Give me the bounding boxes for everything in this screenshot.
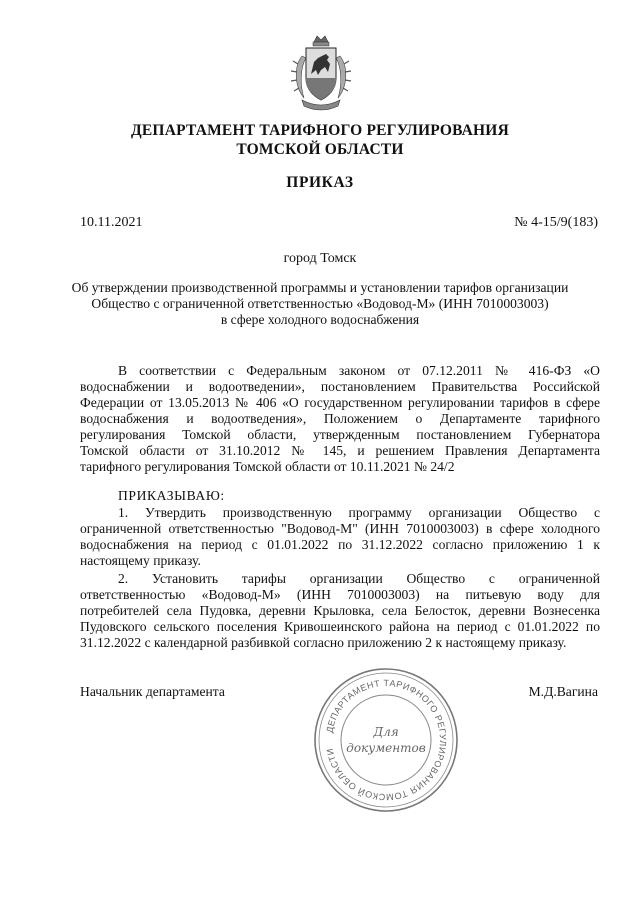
preamble-line: водоснабжении и водоотведении», постановлением Правительства Российской: [80, 379, 600, 394]
order-directive-word: ПРИКАЗЫВАЮ:: [118, 488, 225, 503]
order-city: город Томск: [283, 251, 357, 266]
preamble-line: регулирования Томской области, утвержденным постановлением Губернатора: [80, 427, 600, 442]
official-stamp: [312, 666, 460, 814]
order-date: 10.11.2021: [80, 215, 143, 230]
order-number: № 4-15/9(183): [514, 215, 598, 230]
stamp-center-line1: Для: [373, 725, 399, 739]
signer-role: Начальник департамента: [80, 684, 225, 699]
signer-name: М.Д.Вагина: [528, 684, 598, 699]
preamble-line: В соответствии с Федеральным законом от 07.12.2011 № 416-ФЗ «О: [118, 363, 600, 378]
preamble-line: Томской области от 31.10.2012 № 145, и решением Правления Департамента: [80, 443, 600, 458]
preamble-paragraph: [80, 363, 600, 475]
item-line: ограниченной ответственностью "Водовод-М" (ИНН 7010003003) в сфере холодного: [80, 521, 600, 536]
coat-of-arms-icon: [288, 34, 354, 114]
item-line: настоящему приказу.: [80, 553, 201, 568]
order-title: ПРИКАЗ: [286, 174, 354, 191]
item-line: водоснабжения на период с 01.01.2022 по 31.12.2022 согласно приложению 1 к: [80, 537, 600, 552]
department-name-line1: ДЕПАРТАМЕНТ ТАРИФНОГО РЕГУЛИРОВАНИЯ: [131, 122, 509, 139]
item-line: 1. Утвердить производственную программу организации Общество с: [118, 505, 600, 520]
item-line: ответственностью «Водовод-М» (ИНН 7010003003) на питьевую воду для: [80, 587, 600, 602]
item-line: 31.12.2022 с календарной разбивкой согласно приложению 2 к настоящему приказу.: [80, 635, 567, 650]
stamp-center-line2: документов: [346, 741, 426, 755]
department-name-line2: ТОМСКОЙ ОБЛАСТИ: [236, 141, 404, 158]
stamp-ring-text: ДЕПАРТАМЕНТ ТАРИФНОГО РЕГУЛИРОВАНИЯ ТОМСКОЙ ОБЛАСТИ: [324, 677, 449, 803]
order-item-2: [80, 571, 600, 651]
preamble-line: Федерации от 13.05.2013 № 406 «О государственном регулировании тарифов в сфере: [80, 395, 600, 410]
preamble-line: тарифного регулирования Томской области от 10.11.2021 № 24/2: [80, 459, 455, 474]
subject-line: Общество с ограниченной ответственностью «Водовод-М» (ИНН 7010003003): [91, 296, 549, 311]
preamble-line: водоснабжения и водоотведения», Положением о Департаменте тарифного: [80, 411, 600, 426]
item-line: потребителей села Пудовка, деревни Крыловка, села Белосток, деревни Вознесенка: [80, 603, 600, 618]
subject-line: Об утверждении производственной программы и установлении тарифов организации: [71, 280, 569, 295]
subject-line: в сфере холодного водоснабжения: [220, 312, 420, 327]
order-subject: [0, 280, 640, 328]
item-line: 2. Установить тарифы организации Общество с ограниченной: [118, 571, 600, 586]
item-line: Пудовского сельского поселения Кривошеинского района на период с 01.01.2022 по: [80, 619, 600, 634]
order-item-1: [80, 505, 600, 569]
